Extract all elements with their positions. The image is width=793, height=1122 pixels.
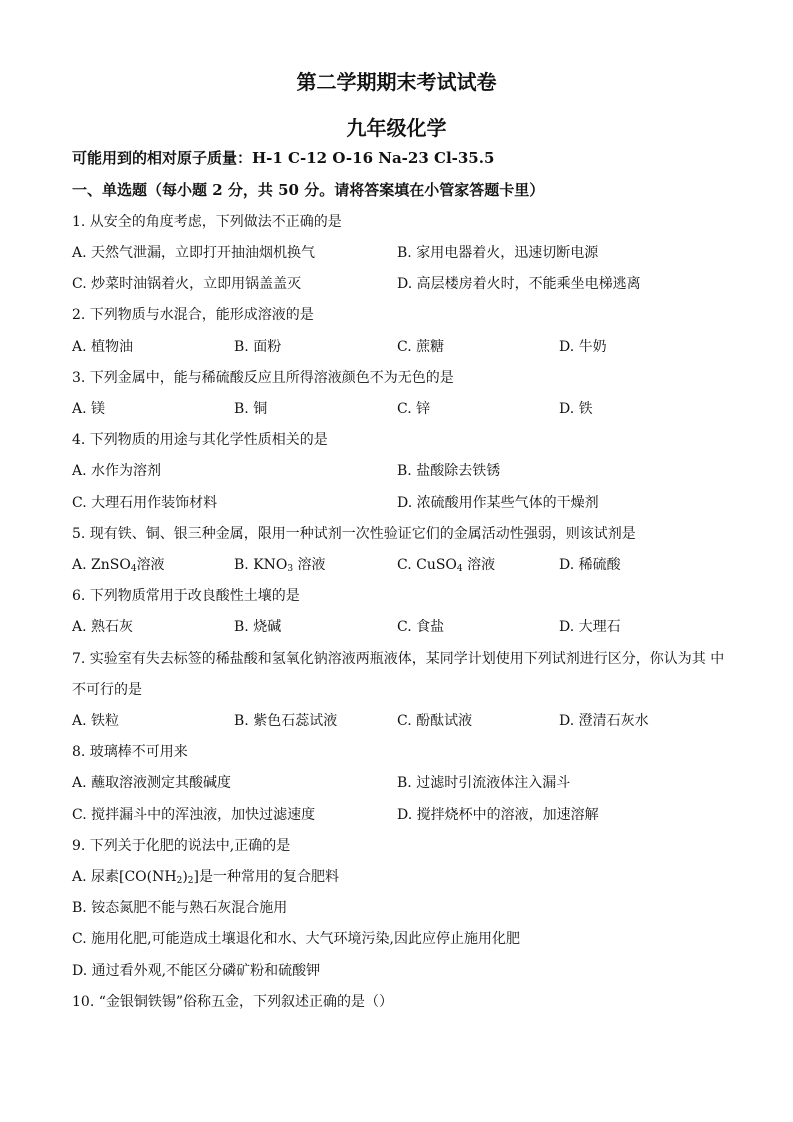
q3-option-d: D. 铁 bbox=[559, 401, 593, 417]
q9-option-a: A. 尿素$[CO(NH_2)_2]$是一种常用的复合肥料 bbox=[72, 869, 339, 886]
q1-option-c: C. 炒菜时油锅着火，立即用锅盖盖灭 bbox=[72, 276, 302, 292]
atomic-masses: 可能用到的相对原子质量：H-1 C-12 O-16 Na-23 Cl-35.5 bbox=[72, 149, 495, 167]
q7-option-b: B. 紫色石蕊试液 bbox=[234, 713, 338, 729]
q5-option-a: A. ZnSO$_4$溶液 bbox=[72, 557, 165, 574]
q3-option-c: C. 锌 bbox=[397, 401, 431, 417]
q2-option-b: B. 面粉 bbox=[234, 339, 282, 355]
section-heading: 一、单选题（每小题 2 分，共 50 分。请将答案填在小管家答题卡里） bbox=[72, 181, 545, 199]
q9-option-d: D. 通过看外观,不能区分磷矿粉和硫酸钾 bbox=[72, 963, 321, 979]
question-4-stem: 4. 下列物质的用途与其化学性质相关的是 bbox=[72, 432, 328, 448]
q2-option-d: D. 牛奶 bbox=[559, 339, 607, 355]
q8-option-a: A. 蘸取溶液测定其酸碱度 bbox=[72, 775, 232, 791]
question-7-stem: 7. 实验室有失去标签的稀盐酸和氢氧化钠溶液两瓶液体，某同学计划使用下列试剂进行区分，你认为其 中 bbox=[72, 651, 725, 667]
q9-option-c: C. 施用化肥,可能造成土壤退化和水、大气环境污染,因此应停止施用化肥 bbox=[72, 931, 521, 947]
q3-option-a: A. 镁 bbox=[72, 401, 106, 417]
question-6-stem: 6. 下列物质常用于改良酸性土壤的是 bbox=[72, 588, 300, 604]
q4-option-a: A. 水作为溶剂 bbox=[72, 463, 162, 479]
question-9-stem: 9. 下列关于化肥的说法中,正确的是 bbox=[72, 838, 291, 854]
q1-option-d: D. 高层楼房着火时，不能乘坐电梯逃离 bbox=[397, 276, 641, 292]
question-3-stem: 3. 下列金属中，能与稀硫酸反应且所得溶液颜色不为无色的是 bbox=[72, 370, 454, 386]
question-8-stem: 8. 玻璃棒不可用来 bbox=[72, 744, 188, 760]
question-2-stem: 2. 下列物质与水混合，能形成溶液的是 bbox=[72, 307, 314, 323]
question-10-stem: 10. “金银铜铁锡”俗称五金，下列叙述正确的是（） bbox=[72, 994, 394, 1010]
q6-option-b: B. 烧碱 bbox=[234, 619, 282, 635]
q8-option-c: C. 搅拌漏斗中的浑浊液，加快过滤速度 bbox=[72, 807, 316, 823]
q5-option-c: C. CuSO$_4$ 溶液 bbox=[397, 557, 496, 574]
page-title: 第二学期期末考试试卷 bbox=[296, 70, 497, 94]
q6-option-d: D. 大理石 bbox=[559, 619, 621, 635]
q5-option-d: D. 稀硫酸 bbox=[559, 557, 621, 573]
question-1-stem: 1. 从安全的角度考虑，下列做法不正确的是 bbox=[72, 214, 342, 230]
q6-option-a: A. 熟石灰 bbox=[72, 619, 134, 635]
q2-option-a: A. 植物油 bbox=[72, 339, 134, 355]
q8-option-d: D. 搅拌烧杯中的溶液，加速溶解 bbox=[397, 807, 599, 823]
q5-option-b: B. $KNO_3$ 溶液 bbox=[234, 557, 326, 574]
q4-option-d: D. 浓硫酸用作某些气体的干燥剂 bbox=[397, 495, 599, 511]
q9-option-b: B. 铵态氮肥不能与熟石灰混合施用 bbox=[72, 900, 288, 916]
q6-option-c: C. 食盐 bbox=[397, 619, 445, 635]
q7-option-a: A. 铁粒 bbox=[72, 713, 120, 729]
page-subtitle: 九年级化学 bbox=[346, 116, 447, 140]
q3-option-b: B. 铜 bbox=[234, 401, 268, 417]
q7-option-c: C. 酚酞试液 bbox=[397, 713, 473, 729]
q4-option-c: C. 大理石用作装饰材料 bbox=[72, 495, 218, 511]
q2-option-c: C. 蔗糖 bbox=[397, 339, 445, 355]
question-5-stem: 5. 现有铁、铜、银三种金属，限用一种试剂一次性验证它们的金属活动性强弱，则该试剂是 bbox=[72, 526, 636, 542]
q4-option-b: B. 盐酸除去铁锈 bbox=[397, 463, 501, 479]
q1-option-a: A. 天然气泄漏，立即打开抽油烟机换气 bbox=[72, 245, 316, 261]
question-7-stem-cont: 不可行的是 bbox=[72, 682, 142, 698]
q7-option-d: D. 澄清石灰水 bbox=[559, 713, 649, 729]
q8-option-b: B. 过滤时引流液体注入漏斗 bbox=[397, 775, 571, 791]
q1-option-b: B. 家用电器着火，迅速切断电源 bbox=[397, 245, 599, 261]
